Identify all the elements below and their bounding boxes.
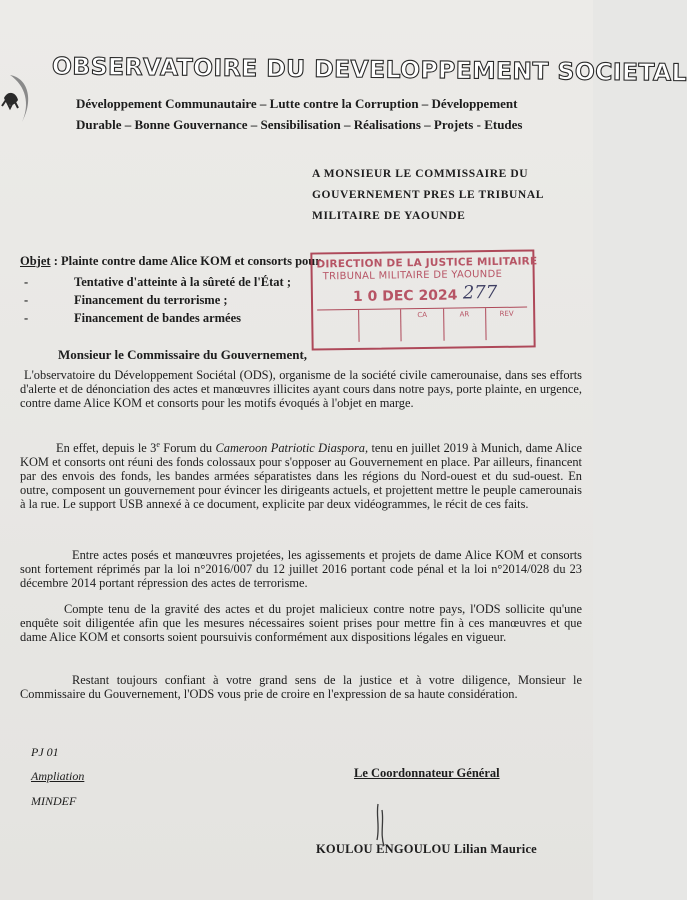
paragraph-3: Entre actes posés et manœuvres projetées, les agissements et projets de dame Alice KOM et consorts sont fortement réprimés par la loi n°2016/007 du 12 juillet 2016 portant code pénal et la loi n°2014/028 du 23 décembre 2014 portant répression des actes de terrorisme.: [20, 548, 582, 590]
addressee-line-2: GOUVERNEMENT PRES LE TRIBUNAL: [312, 189, 545, 201]
stamp-number: 277: [462, 281, 498, 304]
ampliation-label: Ampliation: [31, 769, 85, 783]
signatory-name: KOULOU ENGOULOU Lilian Maurice: [316, 842, 537, 856]
object-label: Objet: [20, 254, 51, 268]
stamp-cell: REV: [499, 309, 514, 318]
stamp-cell: [359, 309, 402, 342]
reception-stamp: [310, 249, 538, 350]
object-item-2: - Financement du terrorisme ;: [24, 293, 228, 307]
salutation: Monsieur le Commissaire du Gouvernement,: [58, 347, 308, 362]
object-text: : Plainte contre dame Alice KOM et consorts pour: [50, 254, 321, 268]
ods-logo-icon: [0, 70, 34, 130]
org-title: OBSERVATOIRE DU DEVELOPPEMENT SOCIETAL: [51, 52, 687, 87]
paragraph-4: Compte tenu de la gravité des actes et du projet malicieux contre notre pays, l'ODS sollicite qu'une enquête soit diligentée afin que les mesures nécessaires soient prises pour mettre fin à ces manœuvres et que dame Alice KOM et consorts soient poursuivis conformément aux dispositions légales en vigueur.: [20, 602, 582, 644]
pj-label: PJ 01: [31, 745, 59, 759]
object-line: [20, 254, 321, 269]
stamp-cell: [317, 310, 360, 343]
mindef-label: MINDEF: [31, 794, 77, 808]
tagline-line-2: Durable – Bonne Gouvernance – Sensibilisation – Réalisations – Projets - Etudes: [76, 117, 523, 132]
stamp-cell: AR: [444, 308, 487, 341]
coordinator-title: Le Coordonnateur Général: [354, 766, 500, 780]
addressee-line-1: A MONSIEUR LE COMMISSAIRE DU: [312, 168, 529, 180]
stamp-date: 1 0 DEC 2024: [352, 287, 458, 305]
tagline-line-1: Développement Communautaire – Lutte contre la Corruption – Développement: [76, 96, 518, 111]
stamp-cell: CA: [402, 309, 445, 342]
stamp-line-1: DIRECTION DE LA JUSTICE MILITAIRE: [316, 255, 538, 271]
stamp-line-2: TRIBUNAL MILITAIRE DE YAOUNDE: [322, 268, 503, 283]
addressee-line-3: MILITAIRE DE YAOUNDE: [312, 210, 466, 222]
object-item-3: - Financement de bandes armées: [24, 311, 241, 325]
paragraph-2: En effet, depuis le 3e Forum du Cameroon Patriotic Diaspora, tenu en juillet 2019 à Munich, dame Alice KOM et consorts ont réuni des fonds colossaux pour s'opposer au Gouvernement en place. Par ailleurs, financent par des envois des fonds, les bandes armées séparatistes dans les régions du Nord-ouest et du sud-ouest. En outre, composent un gouvernement pour évincer les dirigeants actuels, et projettent mettre le peuple camerounais à la rue. Le support USB annexé à ce document, explicite par deux vidéogrammes, le récit de ces faits.: [20, 440, 583, 511]
paragraph-5: Restant toujours confiant à votre grand sens de la justice et à votre diligence, Monsieur le Commissaire du Gouvernement, l'ODS vous prie de croire en l'expression de sa haute considération.: [20, 673, 582, 701]
object-item-1: - Tentative d'atteinte à la sûreté de l'État ;: [24, 275, 291, 289]
stamp-grid: [317, 307, 527, 343]
paragraph-1: L'observatoire du Développement Sociétal (ODS), organisme de la société civile camerounaise, dans ses efforts d'alerte et de dénonciation des actes et manœuvres illicites ayant cours dans notre pays, porte plainte, en urgence, contre dame Alice KOM et consorts pour les motifs évoqués à l'objet en marge.: [20, 368, 582, 410]
